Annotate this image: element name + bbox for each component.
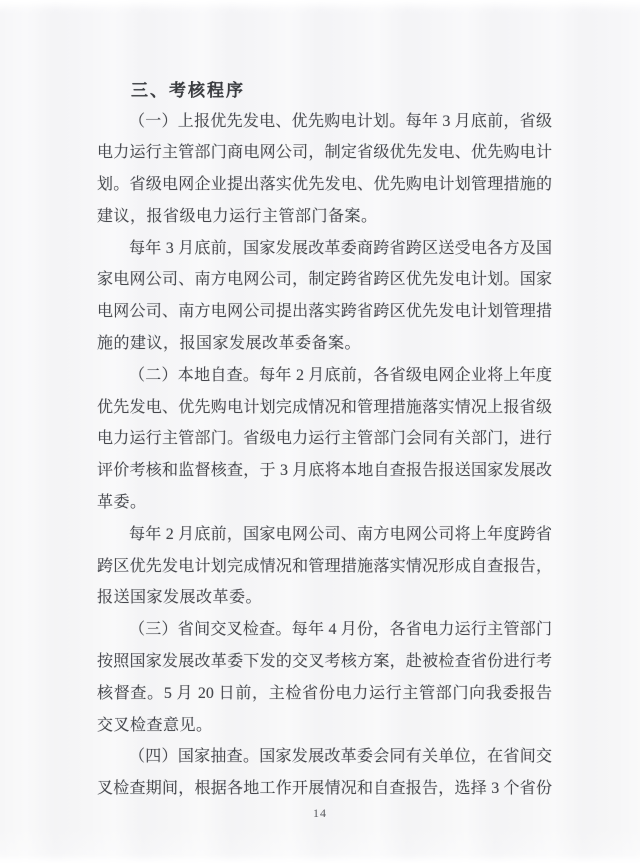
paragraph — [97, 106, 552, 233]
text-line: （一）上报优先发电、优先购电计划。每年 3 月底前，省级 — [129, 112, 552, 130]
paragraph — [97, 519, 552, 614]
text-line: 报送国家发展改革委。 — [97, 589, 263, 607]
document-body — [97, 76, 552, 805]
text-line: 跨区优先发电计划完成情况和管理措施落实情况形成自查报告， — [97, 557, 552, 575]
paragraph — [97, 741, 552, 805]
text-line: 每年 2 月底前，国家电网公司、南方电网公司将上年度跨省 — [129, 525, 552, 543]
text-line: 革委。 — [97, 494, 147, 512]
text-line: 施的建议，报国家发展改革委备案。 — [97, 335, 362, 353]
text-line: 按照国家发展改革委下发的交叉考核方案，赴被检查省份进行考 — [97, 653, 552, 671]
text-line: 叉检查期间，根据各地工作开展情况和自查报告，选择 3 个省份 — [97, 780, 552, 798]
text-line: 家电网公司、南方电网公司，制定跨省跨区优先发电计划。国家 — [97, 271, 552, 289]
page-number: 14 — [313, 806, 327, 820]
text-line: 优先发电、优先购电计划完成情况和管理措施落实情况上报省级 — [97, 398, 552, 416]
paragraph — [97, 360, 552, 519]
text-line: （三）省间交叉检查。每年 4 月份，各省电力运行主管部门 — [129, 621, 552, 639]
text-line: 建议，报省级电力运行主管部门备案。 — [97, 207, 378, 225]
text-line: （四）国家抽查。国家发展改革委会同有关单位，在省间交 — [129, 748, 552, 766]
text-line: 交叉检查意见。 — [97, 716, 213, 734]
text-line: 电力运行主管部门。省级电力运行主管部门会同有关部门，进行 — [97, 430, 552, 448]
paragraph — [97, 233, 552, 360]
text-line: 电网公司、南方电网公司提出落实跨省跨区优先发电计划管理措 — [97, 303, 552, 321]
text-line: 划。省级电网企业提出落实优先发电、优先购电计划管理措施的 — [97, 176, 552, 194]
text-line: （二）本地自查。每年 2 月底前，各省级电网企业将上年度 — [129, 366, 552, 384]
text-line: 核督查。5 月 20 日前，主检省份电力运行主管部门向我委报告 — [97, 684, 552, 702]
paragraph-container — [97, 106, 552, 806]
text-line: 电力运行主管部门商电网公司，制定省级优先发电、优先购电计 — [97, 144, 552, 162]
section-heading: 三、考核程序 — [131, 81, 245, 100]
text-line: 每年 3 月底前，国家发展改革委商跨省跨区送受电各方及国 — [129, 239, 552, 257]
paragraph — [97, 614, 552, 741]
text-line: 评价考核和监督核查，于 3 月底将本地自查报告报送国家发展改 — [97, 462, 552, 480]
